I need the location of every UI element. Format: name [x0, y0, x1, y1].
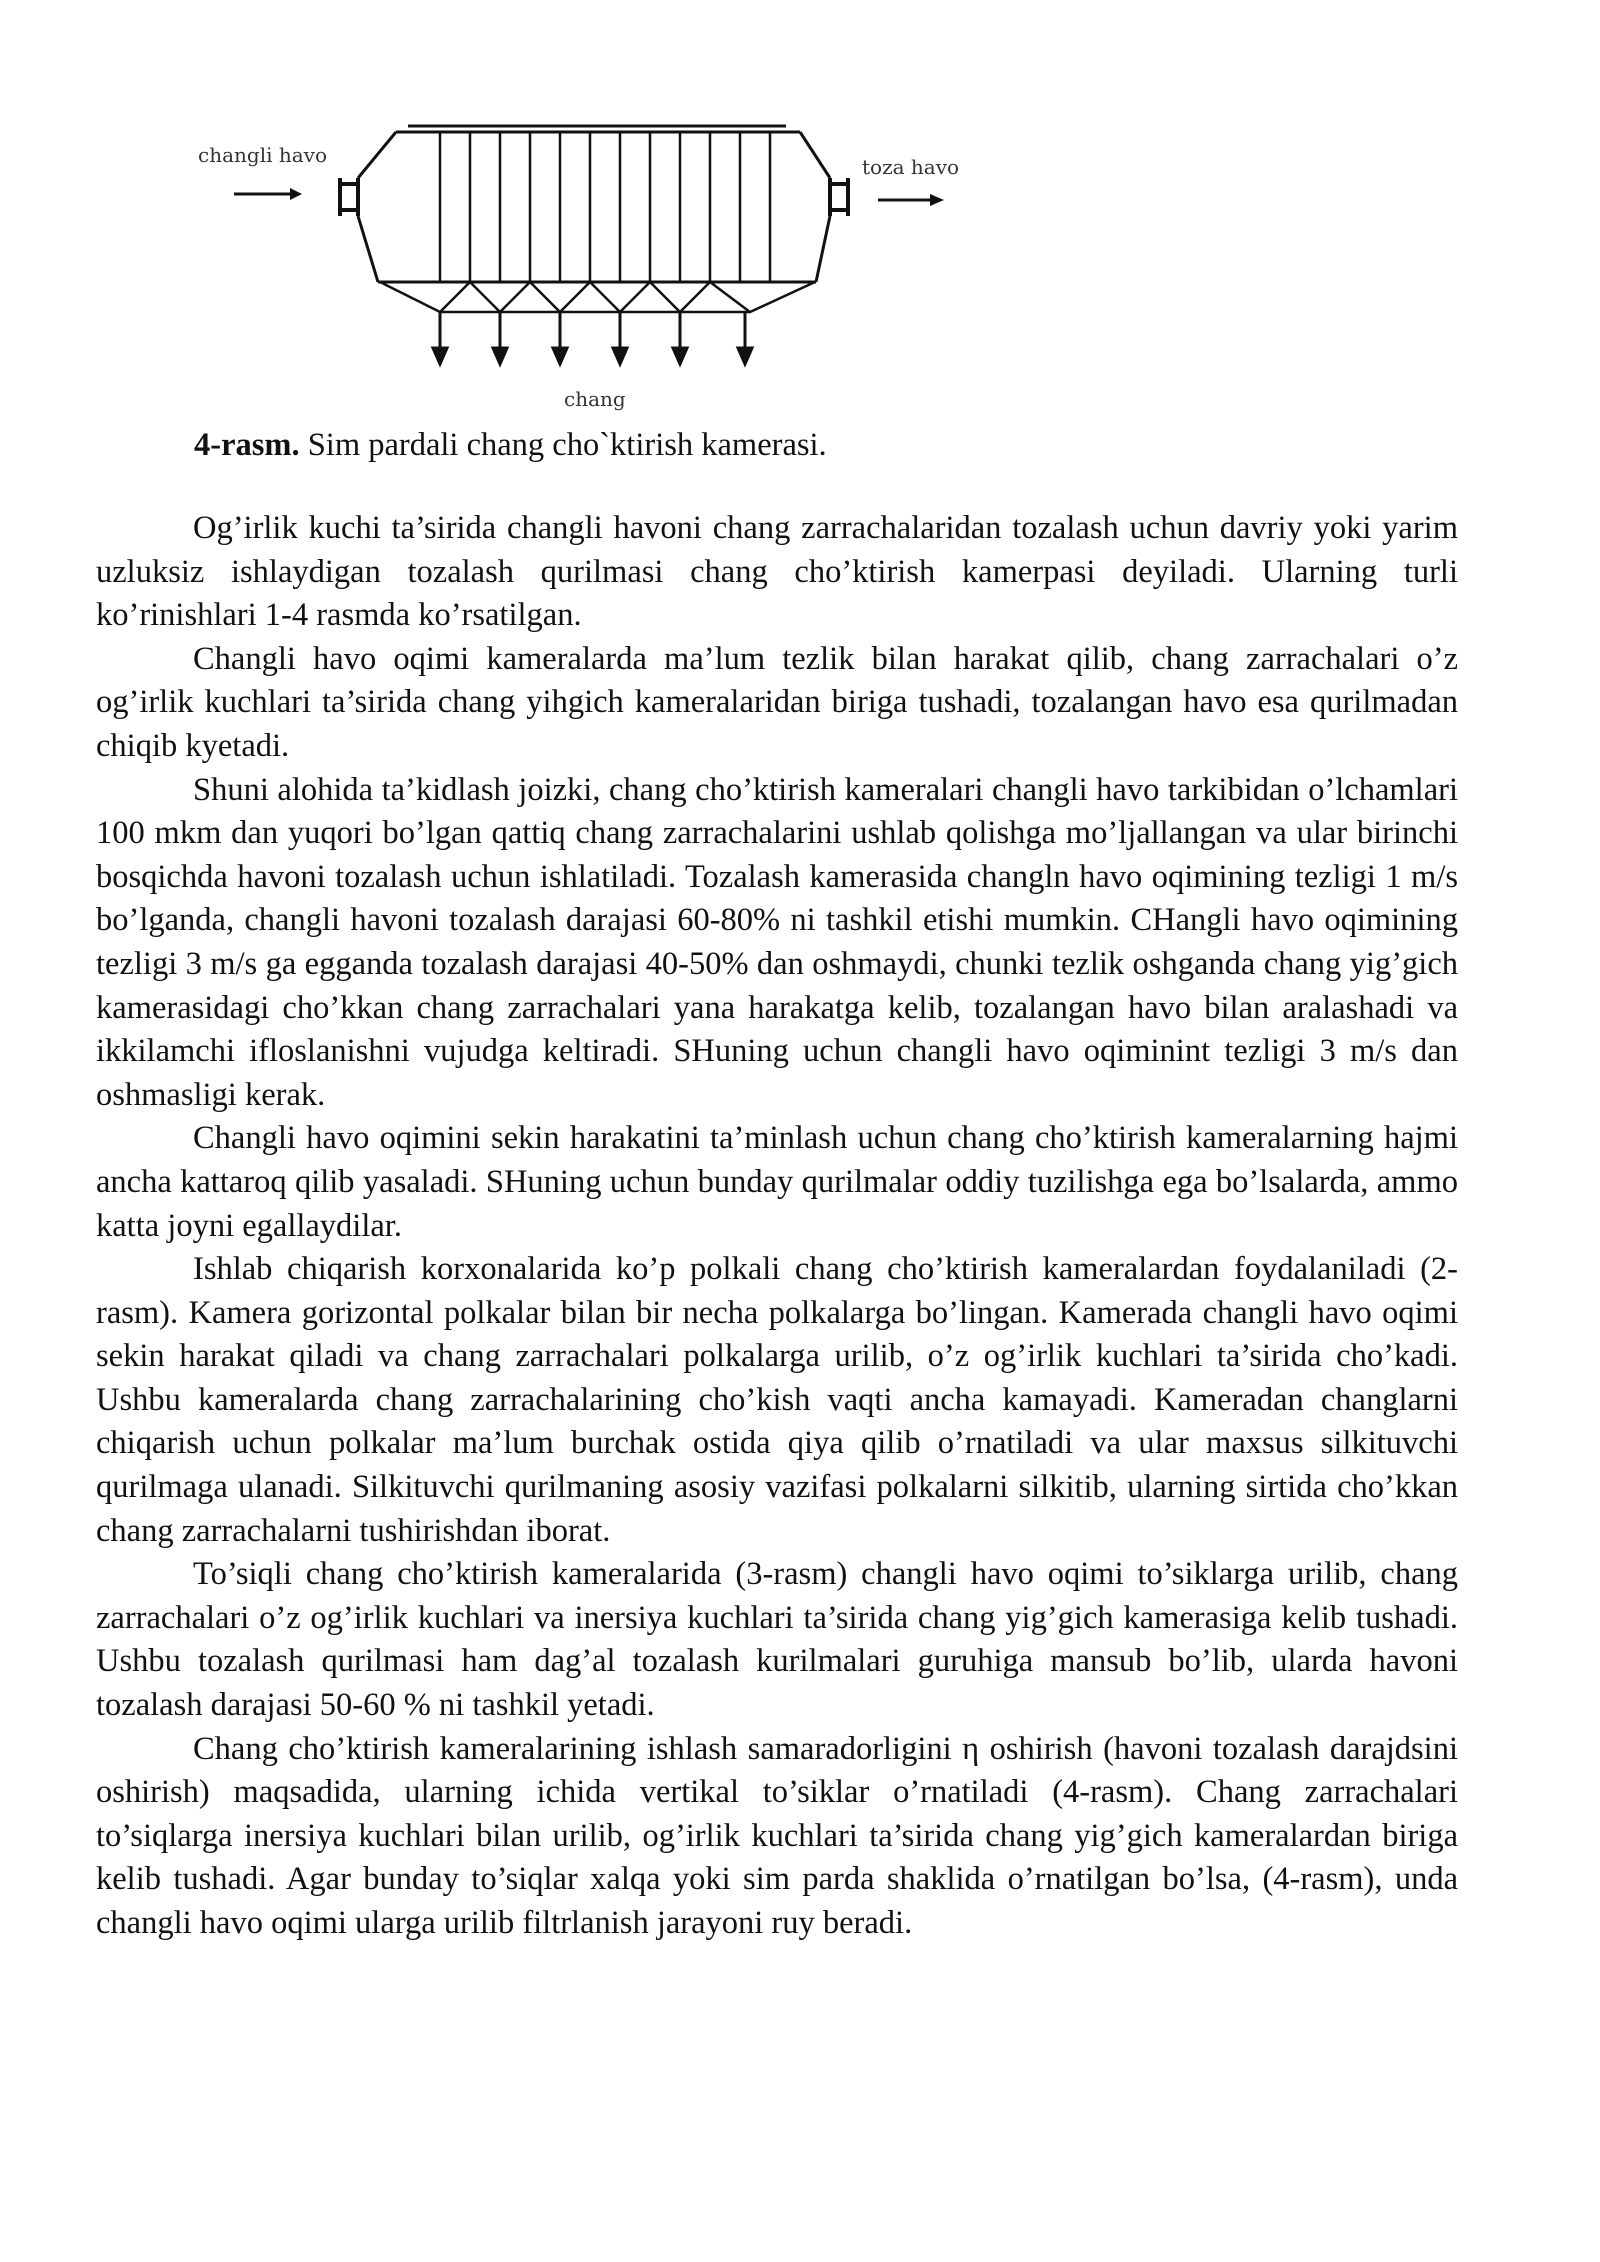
paragraph: Chang cho’ktirish kameralarining ishlash samaradorligini η oshirish (havoni tozalash darajdsini oshirish) maqsadida, ularning ichida vertikal to’siklar o’rnatiladi (4-rasm). Chang zarrachalari to’siqlarga inersiya kuchlari bilan urilib, og’irlik kuchlari ta’sirida chang yig’gich kameralardan biriga kelib tushadi. Agar bunday to’siqlar xalqa yoki sim parda shaklida o’rnatilgan bo’lsa, (4-rasm), unda changli havo oqimi ularga urilib filtrlanish jarayoni ruy beradi. [96, 1730, 1458, 1941]
chamber-body [358, 126, 830, 282]
body-text [96, 507, 1458, 1946]
figure-dust-chamber [190, 112, 990, 422]
dust-chamber-diagram [190, 112, 990, 422]
figure-caption [194, 424, 827, 466]
wire-screens [440, 132, 770, 282]
caption-text: Sim pardali chang cho`ktirish kamerasi. [299, 427, 827, 463]
paragraph: To’siqli chang cho’ktirish kameralarida (3-rasm) changli havo oqimi to’siklarga urilib, chang zarrachalari o’z og’irlik kuchlari va inersiya kuchlari ta’sirida chang yig’gich kamerasiga kelib tushadi. Ushbu tozalash qurilmasi ham dag’al tozalash kurilmalari guruhiga mansub bo’lib, ularda havoni tozalash darajasi 50-60 % ni tashkil yetadi. [96, 1556, 1458, 1724]
caption-number: 4-rasm. [194, 427, 300, 463]
dust-hoppers [380, 282, 815, 312]
paragraph: Changli havo oqimi kameralarda ma’lum tezlik bilan harakat qilib, chang zarrachalari o’z og’irlik kuchlari ta’sirida chang yihgich kameralaridan biriga tushadi, tozalangan havo esa qurilmadan chiqib kyetadi. [96, 640, 1458, 764]
paragraph: Ishlab chiqarish korxonalarida ko’p polkali chang cho’ktirish kameralardan foydalaniladi (2-rasm). Kamera gorizontal polkalar bilan bir necha polkalarga bo’lingan. Kamerada changli havo oqimi sekin harakat qiladi va chang zarrachalari polkalarga urilib, o’z og’irlik kuchlari ta’sirida cho’kadi. Ushbu kameralarda chang zarrachalarining cho’kish vaqti ancha kamayadi. Kameradan changlarni chiqarish uchun polkalar ma’lum burchak ostida qiya qilib o’rnatiladi va ular maxsus silkituvchi qurilmaga ulanadi. Silkituvchi qurilmaning asosiy vazifasi polkalarni silkitib, ularning sirtida cho’kkan chang zarrachalarni tushirishdan iborat. [96, 1251, 1458, 1549]
inlet-arrowhead-icon [290, 188, 302, 200]
paragraph: Shuni alohida ta’kidlash joizki, chang cho’ktirish kameralari changli havo tarkibidan o’lchamlari 100 mkm dan yuqori bo’lgan qattiq chang zarrachalarini ushlab qolishga mo’ljallangan va ular birinchi bosqichda havoni tozalash uchun ishlatiladi. Tozalash kamerasida changln havo oqimining tezligi 1 m/s bo’lganda, changli havoni tozalash darajasi 60-80% ni tashkil etishi mumkin. CHangli havo oqimining tezligi 3 m/s ga egganda tozalash darajasi 40-50% dan oshmaydi, chunki tezlik oshganda chang yig’gich kamerasidagi cho’kkan chang zarrachalari yana harakatga kelib, tozalangan havo bilan aralashadi va ikkilamchi ifloslanishni vujudga keltiradi. SHuning uchun changli havo oqiminint tezligi 3 m/s dan oshmasligi kerak. [96, 771, 1458, 1113]
outlet-flange [830, 178, 848, 216]
outlet-arrowhead-icon [930, 194, 944, 206]
outlet-label: toza havo [862, 155, 960, 179]
paragraph: Changli havo oqimini sekin harakatini ta’minlash uchun chang cho’ktirish kameralarning hajmi ancha kattaroq qilib yasaladi. SHuning uchun bunday qurilmalar oddiy tuzilishga ega bo’lsalarda, ammo katta joyni egallaydilar. [96, 1120, 1458, 1244]
dust-label: chang [564, 387, 626, 411]
inlet-flange [340, 178, 358, 216]
dust-outlet-arrows-icon [433, 312, 752, 364]
inlet-label: changli havo [198, 143, 327, 167]
paragraph: Og’irlik kuchi ta’sirida changli havoni chang zarrachalaridan tozalash uchun davriy yoki yarim uzluksiz ishlaydigan tozalash qurilmasi chang cho’ktirish kamerpasi deyiladi. Ularning turli ko’rinishlari 1-4 rasmda ko’rsatilgan. [96, 510, 1458, 634]
